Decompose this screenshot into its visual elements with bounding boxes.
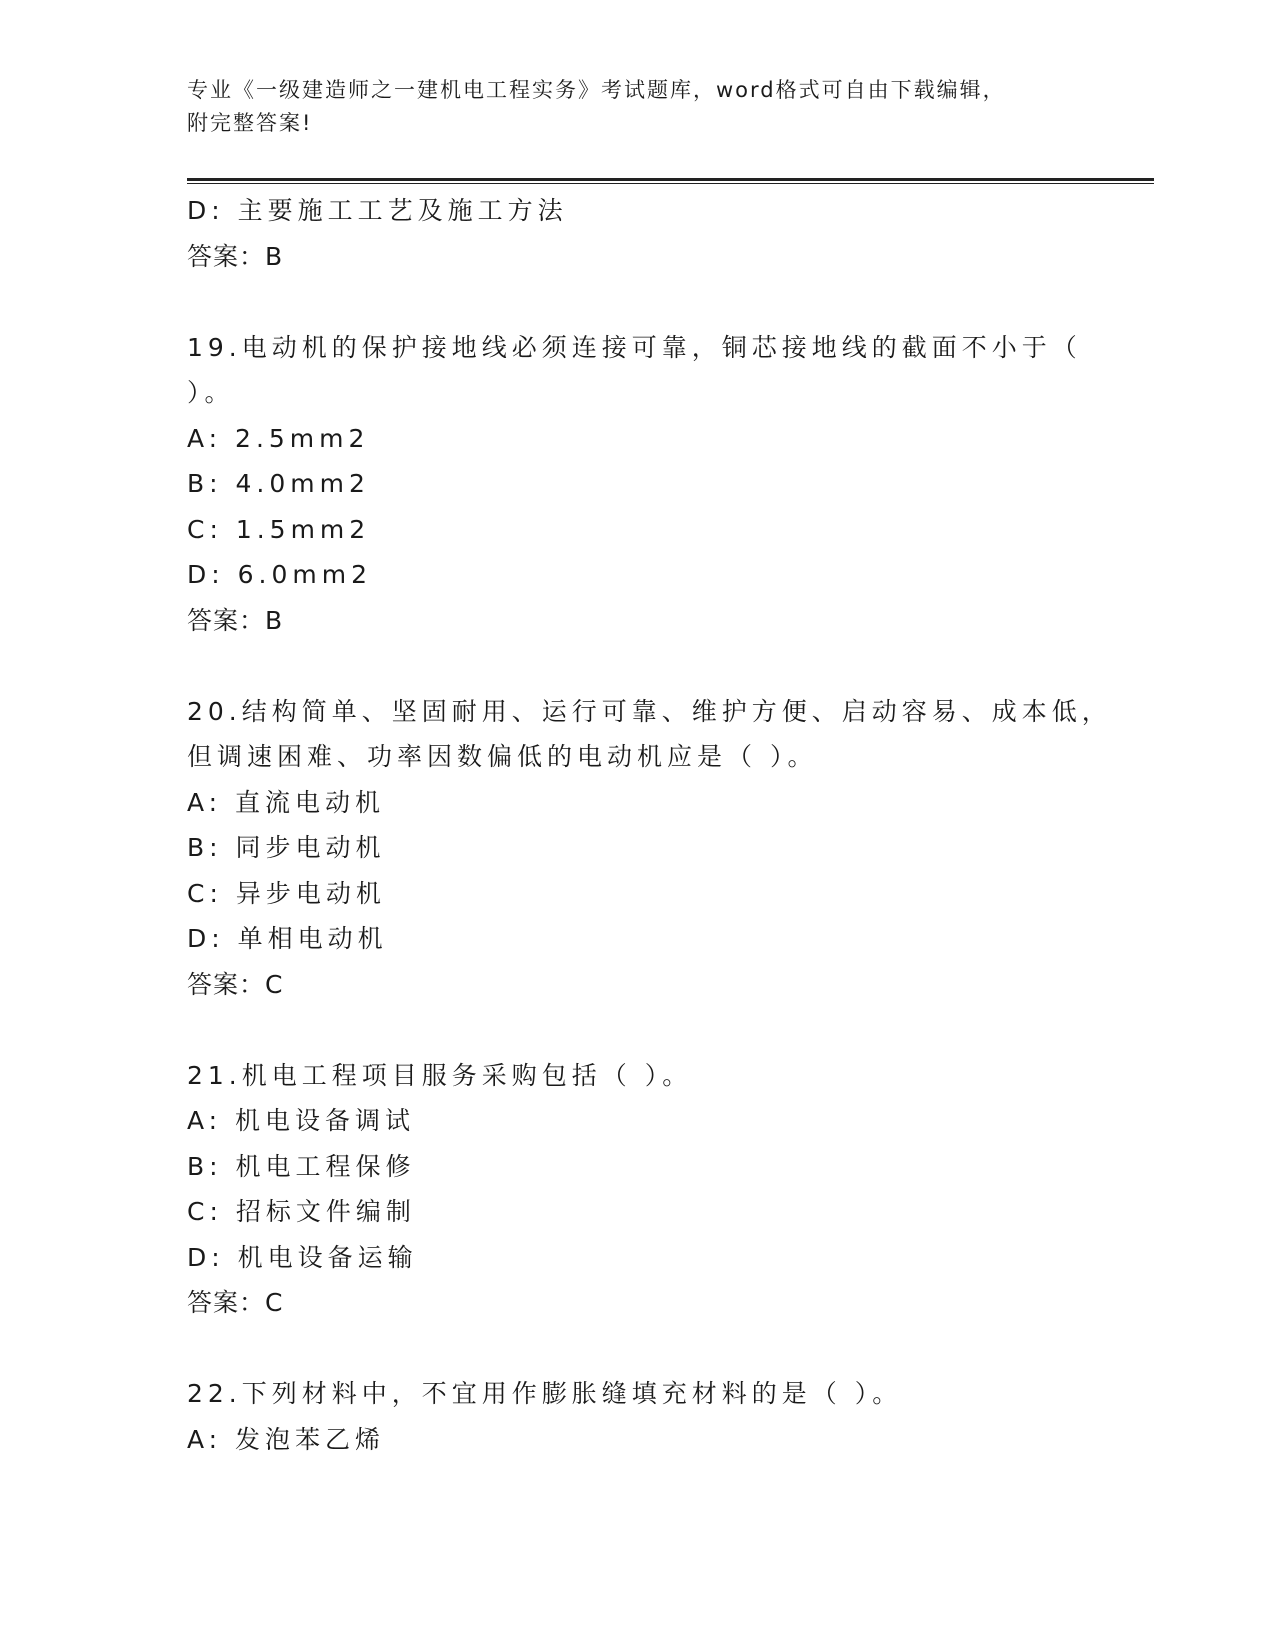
option-d: D: 机电设备运输 <box>187 1242 418 1272</box>
question-stem: ）。 <box>187 378 235 407</box>
option-c: C: 异步电动机 <box>187 878 386 908</box>
question-stem: 19.电动机的保护接地线必须连接可靠，铜芯接地线的截面不小于（ <box>187 332 1082 362</box>
spacer <box>187 1007 1087 1053</box>
spacer <box>187 1326 1087 1372</box>
option-a: A: 机电设备调试 <box>187 1106 416 1135</box>
option-b: B: 同步电动机 <box>187 833 386 862</box>
question-list <box>187 188 1112 1462</box>
option-a: A: 直流电动机 <box>187 787 386 817</box>
header-divider-thin <box>187 183 1154 184</box>
question-stem: 22.下列材料中，不宜用作膨胀缝填充材料的是（ ）。 <box>187 1379 903 1408</box>
spacer <box>187 279 1087 325</box>
option-c: C: 1.5mm2 <box>187 514 371 544</box>
document-header <box>187 74 1087 140</box>
header-line-2: 附完整答案! <box>187 111 313 135</box>
question-19 <box>187 325 1087 644</box>
question-22 <box>187 1371 1087 1462</box>
question-20 <box>187 689 1112 1008</box>
prev-question-tail <box>187 188 1087 279</box>
option-b: B: 4.0mm2 <box>187 469 370 498</box>
spacer <box>187 643 1087 689</box>
answer: 答案：C <box>187 1288 284 1317</box>
option-d: D: 单相电动机 <box>187 924 388 953</box>
option-d: D: 主要施工工艺及施工方法 <box>187 196 568 225</box>
option-a: A: 发泡苯乙烯 <box>187 1424 386 1454</box>
header-line-1: 专业《一级建造师之一建机电工程实务》考试题库，word格式可自由下载编辑， <box>187 78 1006 102</box>
question-stem: 21.机电工程项目服务采购包括（ ）。 <box>187 1060 693 1090</box>
answer: 答案：C <box>187 969 284 999</box>
header-divider-thick <box>187 178 1154 181</box>
option-a: A: 2.5mm2 <box>187 423 370 453</box>
question-stem: 20.结构简单、坚固耐用、运行可靠、维护方便、启动容易、成本低， <box>187 696 1112 726</box>
option-b: B: 机电工程保修 <box>187 1151 416 1181</box>
question-21 <box>187 1053 1087 1326</box>
answer: 答案：B <box>187 605 284 635</box>
answer: 答案：B <box>187 241 284 271</box>
option-c: C: 招标文件编制 <box>187 1197 416 1226</box>
question-stem: 但调速困难、功率因数偏低的电动机应是（ ）。 <box>187 742 818 771</box>
option-d: D: 6.0mm2 <box>187 560 372 589</box>
